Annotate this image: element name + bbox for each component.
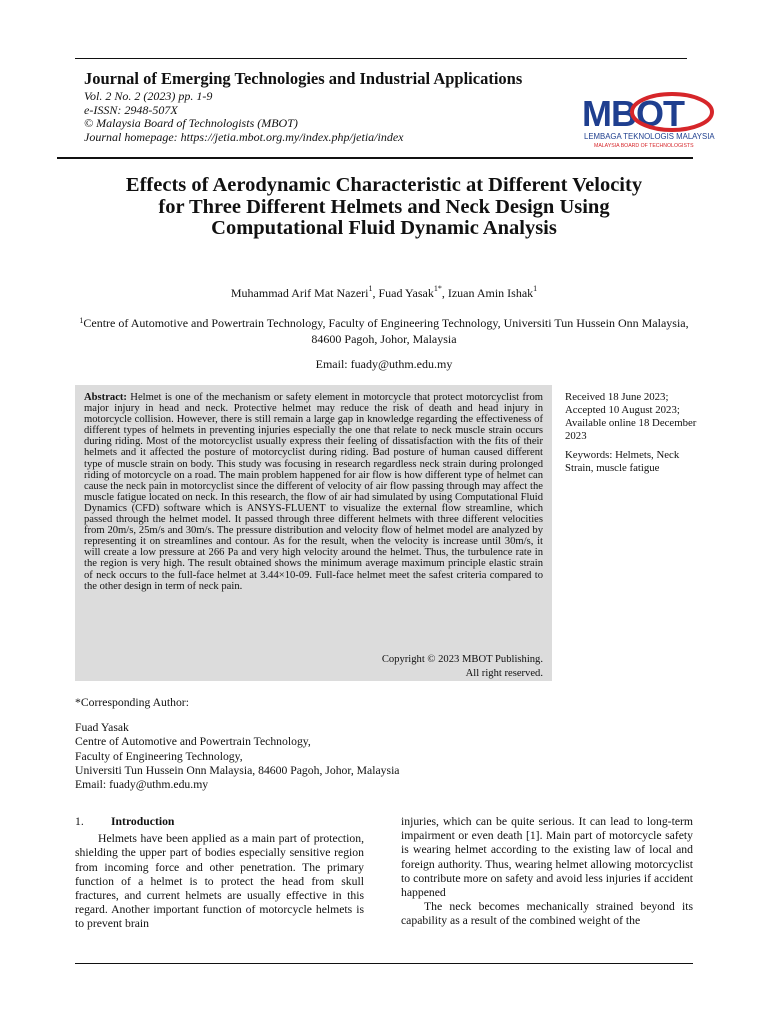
copyright-line-2: All right reserved. bbox=[465, 667, 543, 679]
section-title: Introduction bbox=[111, 815, 175, 828]
paragraph: Helmets have been applied as a main part of protection, shielding the upper part of bodies especially sensitive region from incoming force and other penetration. The primary function of a helmet is to protect the head from skull fractures, and current helmets are usually effective in this regard. Another important function of motorcycle helmets is to prevent brain bbox=[75, 832, 364, 931]
title-line-2: for Three Different Helmets and Neck Design Using bbox=[158, 195, 610, 218]
abstract-heading: Abstract: bbox=[84, 392, 127, 403]
corresponding-author bbox=[75, 696, 400, 792]
author-affiliation-mark: 1* bbox=[433, 284, 442, 293]
corresponding-email[interactable]: Email: fuady@uthm.edu.my bbox=[75, 778, 209, 792]
body-column-left bbox=[75, 815, 364, 932]
corresponding-line-3: Universiti Tun Hussein Onn Malaysia, 84600 Pagoh, Johor, Malaysia bbox=[75, 763, 400, 777]
journal-title: Journal of Emerging Technologies and Industrial Applications bbox=[84, 69, 523, 88]
mbot-logo bbox=[580, 88, 720, 150]
corresponding-line-1: Centre of Automotive and Powertrain Technology, bbox=[75, 735, 311, 749]
mbot-logo-graphic bbox=[580, 88, 720, 150]
article-dates bbox=[565, 391, 700, 443]
author-name: Muhammad Arif Mat Nazeri bbox=[230, 286, 369, 300]
section-heading bbox=[75, 815, 364, 829]
body-column-right bbox=[401, 815, 693, 929]
logo-text: MBOT bbox=[582, 93, 684, 134]
footer-rule bbox=[75, 963, 693, 964]
logo-subtitle-2: MALAYSIA BOARD OF TECHNOLOGISTS bbox=[594, 143, 694, 149]
author-list: Muhammad Arif Mat Nazeri$^1$, Fuad Yasak$^{1*}$, Izuan Amin Ishak$^1$ bbox=[230, 284, 538, 300]
abstract bbox=[84, 392, 543, 592]
logo-subtitle-1: LEMBAGA TEKNOLOGIS MALAYSIA bbox=[584, 132, 715, 141]
affiliation-mark: 1 bbox=[79, 316, 84, 325]
copyright bbox=[84, 653, 543, 680]
header-top-rule bbox=[75, 58, 687, 59]
available-date: Available online 18 December 2023 bbox=[565, 417, 697, 442]
affiliation-text: Centre of Automotive and Powertrain Technology, Faculty of Engineering Technology, Universiti Tun Hussein Onn Malaysia, 84600 Pagoh, Johor, Malaysia bbox=[83, 316, 689, 346]
journal-publisher: © Malaysia Board of Technologists (MBOT) bbox=[84, 116, 298, 131]
author-name: Izuan Amin Ishak bbox=[447, 286, 534, 300]
corresponding-label: *Corresponding Author: bbox=[75, 696, 189, 709]
paragraph: injuries, which can be quite serious. It can lead to long-term impairment or even death [1]. Main part of motorcycle safety is wearing helmet according to the existing law of local and foreign authority. Thus, wearing helmet allowing motorcyclist to contribute more on safety and avoid less injuries if accident happened bbox=[401, 815, 693, 900]
author-affiliation-mark: 1 bbox=[368, 284, 373, 293]
title-line-1: Effects of Aerodynamic Characteristic at Different Velocity bbox=[125, 174, 643, 196]
journal-meta bbox=[84, 90, 404, 144]
journal-eissn: e-ISSN: 2948-507X bbox=[84, 102, 178, 117]
abstract-body: Helmet is one of the mechanism or safety element in motorcycle that protect motorcyclist from major injury in head and neck. Protective helmet may reduce the risk of death and head injury in motorcycle collision. However, there is still remain a large gap in knowledge regarding the effectiveness of different types of helmets in preventing injuries especially the one that relate to neck muscle strain occurs during riding. Most of the motorcyclist usually express their feeling of dissatisfaction with the fits of their helmets and it affected the posture of motorcyclist during riding. Bad posture of human caused different type of muscle strain on body. This study was focusing in research regardless neck strain during prolonged riding of motorcycle on a road. The main problem happened for air flow is how different type of helmet can cause the neck pain in motorcyclist since the different of velocity of air flow passing through may affect the muscle fatigue located on neck. In this research, the flow of air had simulated by using Computational Fluid Dynamics (CFD) software which is ANSYS-FLUENT to visualize the external flow streamline, which passed through the helmet model. It passed through three different helmets with three different velocities from 20m/s, 25m/s and 30m/s. The pressure distribution and velocity flow of helmet model are analyzed by representing it on streamlines and contour. As for the result, when the velocity is increase until 30m/s, it will create a low pressure at 266 Pa and very high velocity around the helmet. Thus, the turbulence rate in the region is very high. The result obtained shows the minimum average maximum principle elastic strain of neck occurs to the full-face helmet at 3.44×10-09. Full-face helmet meet the safest criteria compared to the other design in term of neck pain. bbox=[84, 392, 543, 592]
corresponding-line-2: Faculty of Engineering Technology, bbox=[75, 749, 243, 763]
author-name: Fuad Yasak bbox=[378, 286, 434, 300]
affiliation bbox=[70, 315, 698, 347]
section-number: 1. bbox=[75, 815, 84, 828]
header-bottom-rule bbox=[57, 157, 693, 159]
paper-title bbox=[40, 175, 728, 240]
corresponding-name: Fuad Yasak bbox=[75, 721, 129, 735]
author-affiliation-mark: 1 bbox=[533, 284, 538, 293]
contact-email[interactable]: Email: fuady@uthm.edu.my bbox=[315, 357, 453, 371]
keywords: Keywords: Helmets, Neck Strain, muscle fatigue bbox=[565, 449, 680, 474]
journal-homepage[interactable]: Journal homepage: https://jetia.mbot.org.my/index.php/jetia/index bbox=[84, 129, 404, 144]
title-line-3: Computational Fluid Dynamic Analysis bbox=[211, 217, 557, 239]
copyright-line-1: Copyright © 2023 MBOT Publishing. bbox=[381, 654, 543, 665]
paragraph: The neck becomes mechanically strained beyond its capability as a result of the combined weight of the bbox=[401, 900, 693, 928]
received-date: Received 18 June 2023; bbox=[565, 391, 669, 403]
accepted-date: Accepted 10 August 2023; bbox=[565, 404, 680, 416]
journal-volume: Vol. 2 No. 2 (2023) pp. 1-9 bbox=[84, 89, 213, 103]
